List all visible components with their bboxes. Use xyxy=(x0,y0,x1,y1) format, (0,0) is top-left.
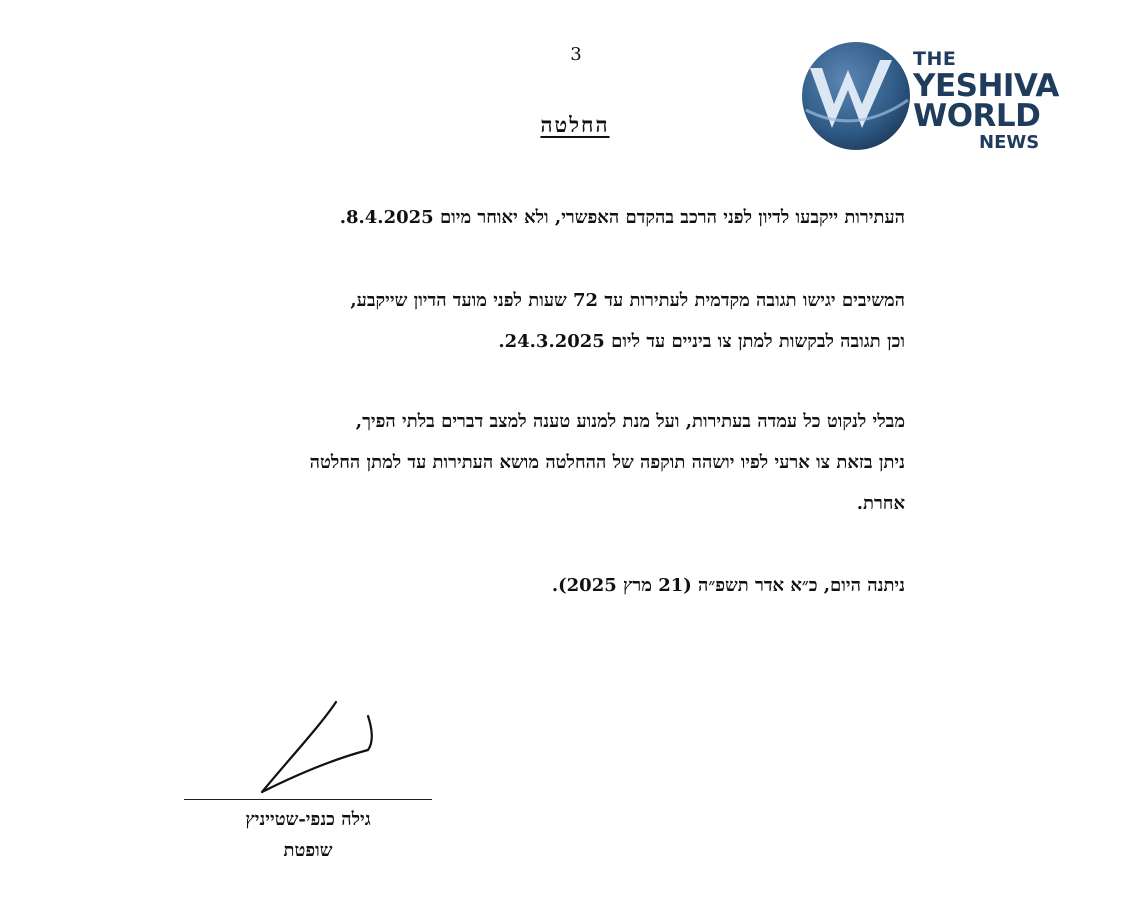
paragraph-line: מבלי לנקוט כל עמדה בעתירות, ועל מנת למנוע טענה למצב דברים בלתי הפיך, xyxy=(355,411,905,432)
logo-the: THE xyxy=(913,48,957,70)
page-number: 3 xyxy=(570,44,582,65)
handwritten-signature xyxy=(250,698,390,798)
signatory-block xyxy=(184,804,432,866)
paragraph-given-date xyxy=(552,565,905,606)
signatory-title: שופטת xyxy=(283,840,333,861)
paragraph-line: העתירות ייקבעו לדיון לפני הרכב בהקדם האפשרי, ולא יאוחר מיום 8.4.2025. xyxy=(339,207,905,228)
logo-world: WORLD xyxy=(913,98,1041,134)
paragraph-line: ניתן בזאת צו ארעי לפיו יושהה תוקפה של ההחלטה מושא העתירות עד למתן החלטה xyxy=(309,452,905,473)
paragraph-interim-order xyxy=(150,401,905,524)
paragraph-line: אחרת. xyxy=(856,493,905,514)
logo-news: NEWS xyxy=(979,132,1040,153)
paragraph-hearing-date xyxy=(340,197,905,238)
paragraph-line: ניתנה היום, כ״א אדר תשפ״ה (21 מרץ 2025). xyxy=(551,575,905,596)
globe-w-icon xyxy=(800,40,912,152)
paragraph-response-deadline xyxy=(150,280,905,362)
decision-heading: החלטה xyxy=(540,112,610,137)
logo-yeshiva: YESHIVA xyxy=(913,68,1059,104)
signature-line xyxy=(184,799,432,800)
signatory-name: גילה כנפי-שטייניץ xyxy=(245,809,371,830)
paragraph-line: המשיבים יגישו תגובה מקדמית לעתירות עד 72 שעות לפני מועד הדיון שייקבע, xyxy=(350,290,905,311)
paragraph-line: וכן תגובה לבקשות למתן צו ביניים עד ליום 24.3.2025. xyxy=(498,331,905,352)
yeshiva-world-news-logo xyxy=(800,38,1059,156)
